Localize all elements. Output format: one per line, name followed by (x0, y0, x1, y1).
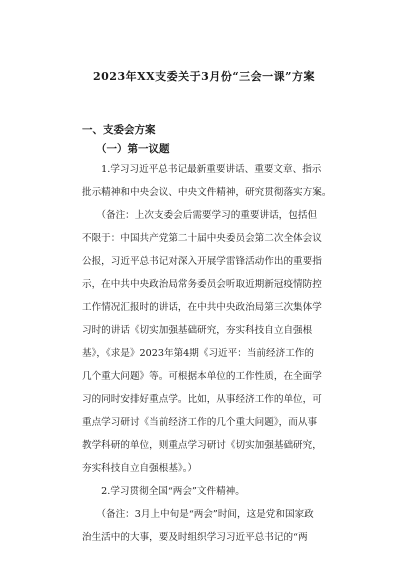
body-paragraphs (82, 158, 352, 549)
text-line: 示，在中共中央政治局常务委员会听取近期新冠疫情防控 (82, 279, 322, 290)
document-title: 2023年XX支委关于3月份“三会一课”方案 (93, 70, 315, 83)
text-line: 2.学习贯彻全国“两会”文件精神。 (82, 486, 245, 497)
text-line: 习时的讲话《切实加强基础研究，夯实科技自立自强根 (82, 325, 313, 336)
text-line: 不限于：中国共产党第二十届中央委员会第二次全体会议 (82, 233, 322, 244)
text-line: （备注：3月上中旬是“两会”时间，这是党和国家政 (82, 509, 314, 520)
text-line: 习的同时安排好重点学。比如，从事经济工作的单位，可 (82, 394, 322, 405)
text-line: （备注：上次支委会后需要学习的重要讲话，包括但 (82, 210, 318, 221)
section-heading: 一、支委会方案 (82, 124, 156, 136)
text-line: 公报，习近平总书记对深入开展学雷锋活动作出的重要指 (82, 256, 322, 267)
text-line: 教学科研的单位，则重点学习研讨《切实加强基础研究， (82, 440, 322, 451)
text-line: 夯实科技自立自强根基》。） (82, 463, 198, 474)
text-line: 批示精神和中央会议、中央文件精神，研究贯彻落实方案。 (82, 187, 332, 198)
text-line: 治生活中的大事，要及时组织学习习近平总书记的“两 (82, 532, 308, 543)
text-line: 工作情况汇报时的讲话，在中共中央政治局第三次集体学 (82, 302, 322, 313)
text-line: 1.学习习近平总书记最新重要讲话、重要文章、指示 (82, 164, 322, 175)
text-line: 重点学习研讨《当前经济工作的几个重大问题》，而从事 (82, 417, 318, 428)
subsection-heading: （一）第一议题 (96, 143, 170, 155)
text-line: 几个重大问题》等。可根据本单位的工作性质，在全面学 (82, 371, 322, 382)
text-line: 基》，《求是》2023年第4期《习近平：当前经济工作的 (82, 348, 314, 359)
